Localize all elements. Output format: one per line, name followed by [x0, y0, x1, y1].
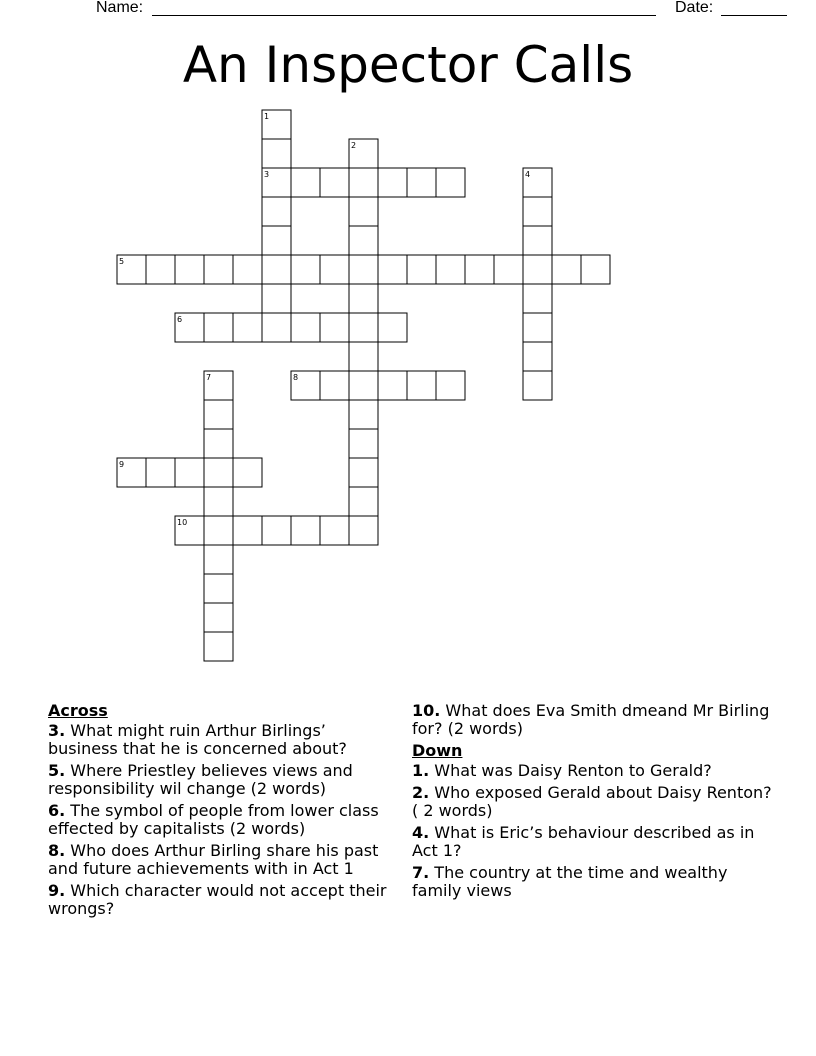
crossword-cell[interactable]: [262, 226, 291, 255]
crossword-cell[interactable]: [349, 458, 378, 487]
crossword-cell[interactable]: [320, 168, 349, 197]
crossword-cell[interactable]: [523, 255, 552, 284]
crossword-cell[interactable]: [407, 371, 436, 400]
crossword-cell[interactable]: [378, 168, 407, 197]
crossword-cell[interactable]: [291, 168, 320, 197]
crossword-cell[interactable]: [233, 255, 262, 284]
crossword-cell[interactable]: [407, 255, 436, 284]
crossword-cell[interactable]: [436, 371, 465, 400]
clue-across-10: [412, 702, 772, 738]
crossword-cell[interactable]: [204, 400, 233, 429]
cell-number-6: 6: [177, 315, 183, 324]
crossword-cell[interactable]: [320, 313, 349, 342]
clue-text: Who does Arthur Birling share his past and future achievements with in Act 1: [48, 841, 379, 878]
crossword-cell[interactable]: [523, 226, 552, 255]
cell-number-4: 4: [525, 170, 531, 179]
crossword-cell[interactable]: [581, 255, 610, 284]
clue-number: 2.: [412, 783, 430, 802]
name-label: Name:: [96, 0, 144, 16]
crossword-cell[interactable]: [523, 342, 552, 371]
crossword-cell[interactable]: [175, 255, 204, 284]
crossword-cell[interactable]: [204, 545, 233, 574]
clue-number: 3.: [48, 721, 66, 740]
crossword-cell[interactable]: [436, 255, 465, 284]
crossword-cell[interactable]: [262, 139, 291, 168]
clues-left-column: [48, 702, 398, 922]
crossword-cell[interactable]: [349, 313, 378, 342]
crossword-cell[interactable]: [262, 313, 291, 342]
clue-number: 6.: [48, 801, 66, 820]
clue-across-3: [48, 722, 398, 758]
crossword-cell[interactable]: [349, 371, 378, 400]
crossword-cell[interactable]: [204, 255, 233, 284]
crossword-cell[interactable]: [262, 197, 291, 226]
cell-number-9: 9: [119, 460, 125, 469]
clue-text: Where Priestley believes views and responsibility wil change (2 words): [48, 761, 353, 798]
crossword-cell[interactable]: [233, 313, 262, 342]
clue-down-2: [412, 784, 772, 820]
clue-text: The symbol of people from lower class effected by capitalists (2 words): [48, 801, 379, 838]
crossword-cell[interactable]: [436, 168, 465, 197]
crossword-cell[interactable]: [349, 284, 378, 313]
crossword-cell[interactable]: [349, 429, 378, 458]
clue-across-5: [48, 762, 398, 798]
clue-number: 10.: [412, 701, 441, 720]
crossword-cell[interactable]: [349, 255, 378, 284]
clue-text: Who exposed Gerald about Daisy Renton? ( 2 words): [412, 783, 772, 820]
clue-number: 4.: [412, 823, 430, 842]
crossword-cell[interactable]: [465, 255, 494, 284]
crossword-cell[interactable]: [204, 516, 233, 545]
crossword-cell[interactable]: [320, 516, 349, 545]
clue-number: 7.: [412, 863, 430, 882]
clue-number: 1.: [412, 761, 430, 780]
crossword-cell[interactable]: [204, 632, 233, 661]
crossword-cell[interactable]: [204, 487, 233, 516]
clue-down-4: [412, 824, 772, 860]
clues-right-column: [412, 702, 772, 904]
cell-number-1: 1: [264, 112, 270, 121]
crossword-cell[interactable]: [349, 400, 378, 429]
cell-number-2: 2: [351, 141, 357, 150]
crossword-cell[interactable]: [175, 458, 204, 487]
crossword-cell[interactable]: [523, 197, 552, 226]
crossword-cell[interactable]: [262, 516, 291, 545]
clue-number: 9.: [48, 881, 66, 900]
crossword-cell[interactable]: [262, 284, 291, 313]
clue-number: 8.: [48, 841, 66, 860]
page-title: An Inspector Calls: [182, 36, 634, 94]
clue-down-1: [412, 762, 772, 780]
clue-across-6: [48, 802, 398, 838]
crossword-cell[interactable]: [291, 255, 320, 284]
crossword-cell[interactable]: [291, 313, 320, 342]
crossword-cell[interactable]: [378, 255, 407, 284]
clue-text: What might ruin Arthur Birlings’ business that he is concerned about?: [48, 721, 347, 758]
crossword-cell[interactable]: [523, 284, 552, 313]
clue-text: Which character would not accept their wrongs?: [48, 881, 387, 918]
crossword-cell[interactable]: [349, 226, 378, 255]
cell-number-8: 8: [293, 373, 299, 382]
crossword-cell[interactable]: [494, 255, 523, 284]
crossword-cell[interactable]: [378, 313, 407, 342]
crossword-cell[interactable]: [349, 197, 378, 226]
crossword-cell[interactable]: [262, 255, 291, 284]
crossword-cell[interactable]: [349, 342, 378, 371]
clue-number: 5.: [48, 761, 66, 780]
clue-text: What does Eva Smith dmeand Mr Birling for? (2 words): [412, 701, 770, 738]
crossword-cell[interactable]: [349, 487, 378, 516]
down-heading: Down: [412, 741, 463, 760]
cell-number-10: 10: [177, 518, 188, 527]
clue-across-8: [48, 842, 398, 878]
clue-text: What is Eric’s behaviour described as in Act 1?: [412, 823, 755, 860]
crossword-cell[interactable]: [204, 458, 233, 487]
cell-number-5: 5: [119, 257, 125, 266]
crossword-cell[interactable]: [291, 516, 320, 545]
across-heading: Across: [48, 701, 108, 720]
crossword-cell[interactable]: [204, 313, 233, 342]
crossword-cell[interactable]: [233, 458, 262, 487]
crossword-cell[interactable]: [378, 371, 407, 400]
clue-text: The country at the time and wealthy family views: [412, 863, 728, 900]
clue-down-7: [412, 864, 772, 900]
crossword-cell[interactable]: [349, 516, 378, 545]
crossword-cell[interactable]: [320, 371, 349, 400]
crossword-cell[interactable]: [204, 603, 233, 632]
clue-text: What was Daisy Renton to Gerald?: [429, 761, 712, 780]
crossword-cell[interactable]: [146, 255, 175, 284]
crossword-cell[interactable]: [320, 255, 349, 284]
crossword-cell[interactable]: [552, 255, 581, 284]
crossword-cell[interactable]: [146, 458, 175, 487]
crossword-cell[interactable]: [233, 516, 262, 545]
date-label: Date:: [675, 0, 714, 16]
crossword-cell[interactable]: [407, 168, 436, 197]
crossword-cell[interactable]: [523, 371, 552, 400]
crossword-cell[interactable]: [523, 313, 552, 342]
clue-across-9: [48, 882, 398, 918]
crossword-cell[interactable]: [349, 168, 378, 197]
crossword-cell[interactable]: [204, 429, 233, 458]
cell-number-7: 7: [206, 373, 212, 382]
crossword-cell[interactable]: [204, 574, 233, 603]
cell-number-3: 3: [264, 170, 270, 179]
